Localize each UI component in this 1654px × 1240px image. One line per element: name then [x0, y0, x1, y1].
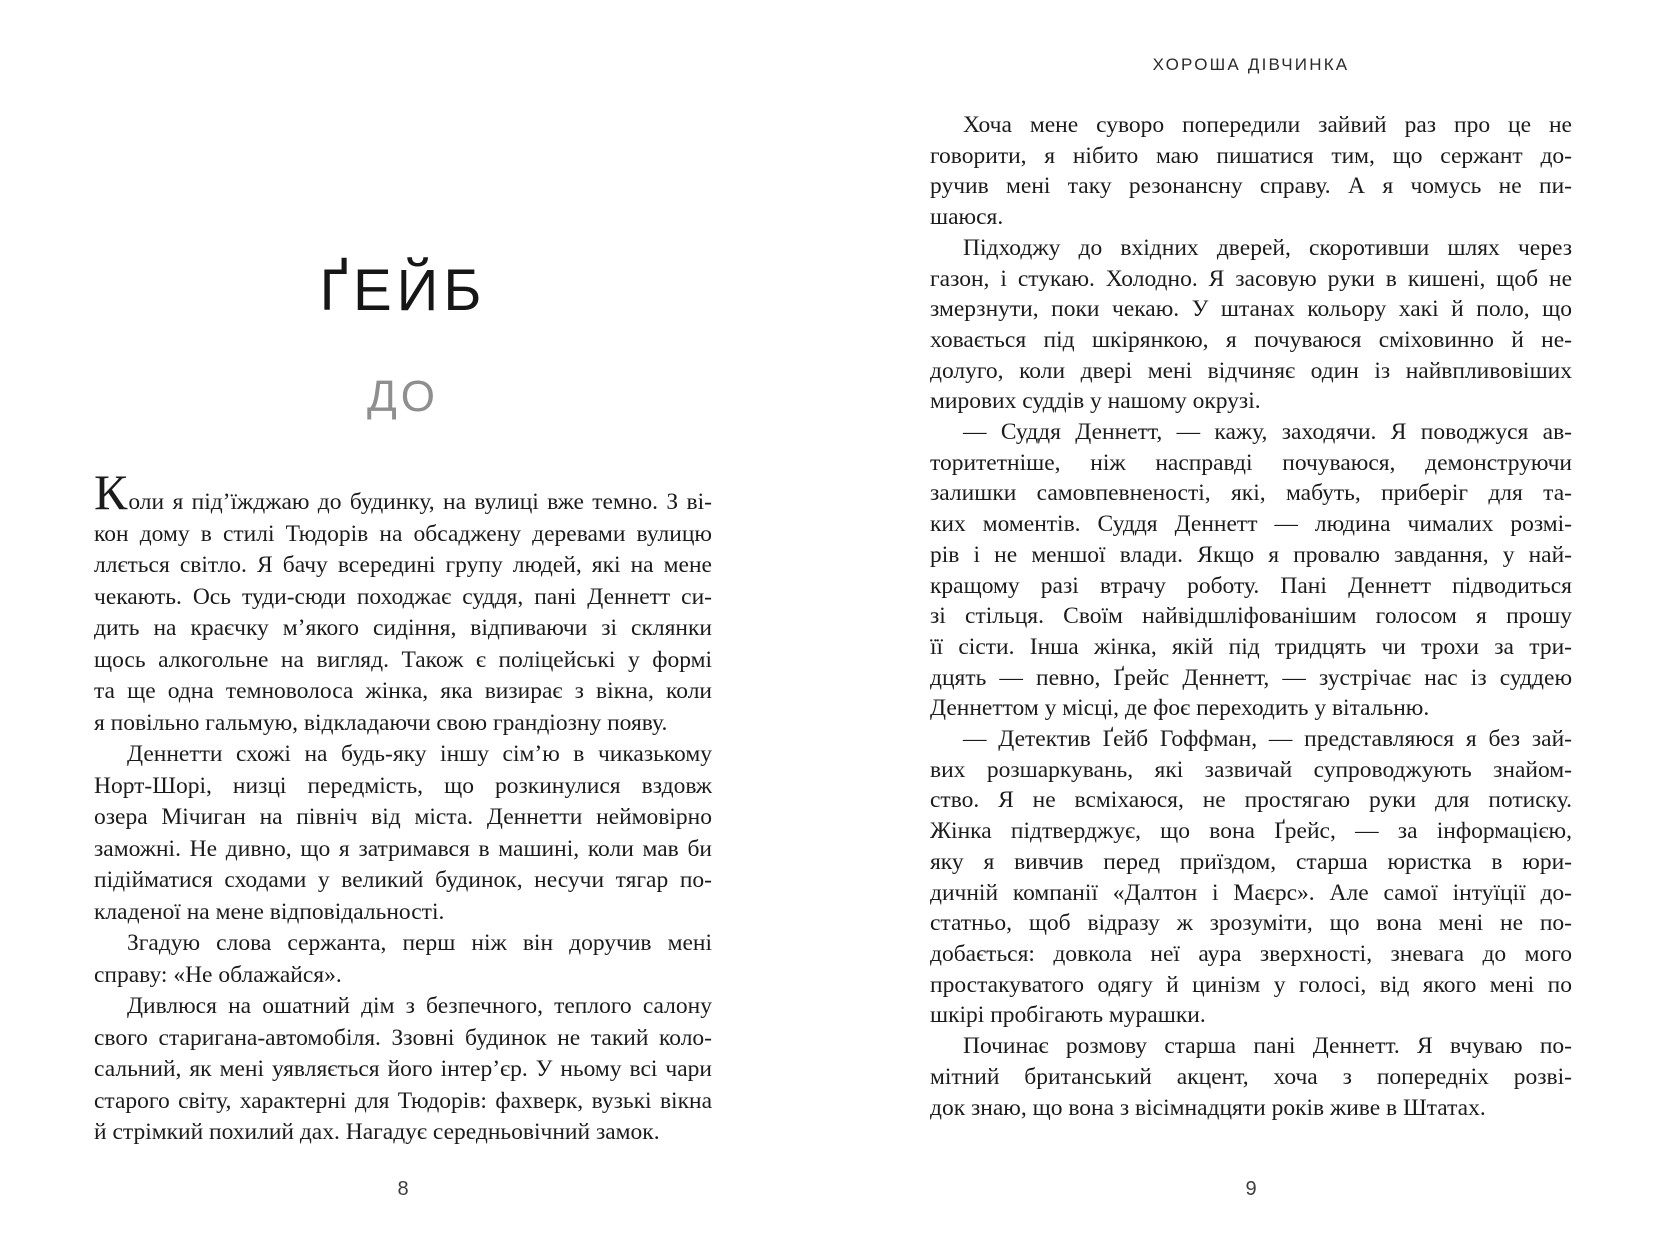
- chapter-subtitle: ДО: [366, 372, 440, 421]
- body-line: Коли я під’їжджаю до будинку, на вулиці вже темно. З ві-: [94, 464, 712, 520]
- body-line: та ще одна темноволоса жінка, яка визирає з вікна, коли: [94, 678, 712, 704]
- body-line: заможні. Не дивно, що я затримався в машині, коли мав би: [94, 835, 712, 862]
- body-line: Деннетти схожі на будь-яку іншу сім’ю в чиказькому: [127, 741, 712, 767]
- body-line: Жінка підтверджує, що вона Ґрейс, — за інформацією,: [930, 818, 1572, 845]
- body-line: вих розшаркувань, які зазвичай супроводжують знайом-: [930, 756, 1572, 783]
- body-line: ручив мені таку резонансну справу. А я чомусь не пи-: [930, 173, 1572, 200]
- body-line: говорити, я нібито маю пишатися тим, що сержант до-: [930, 142, 1572, 169]
- body-line: ких моментів. Суддя Деннетт — людина чималих розмі-: [930, 511, 1572, 538]
- body-line: Починає розмову старша пані Деннетт. Я вчуваю по-: [963, 1033, 1572, 1060]
- body-line: статньо, щоб відразу ж зрозуміти, що вона мені не по-: [930, 910, 1572, 937]
- body-line: яку я вивчив перед приїздом, старша юристка в юри-: [930, 848, 1572, 875]
- body-line: кращому разі втрачу роботу. Пані Деннетт підводиться: [930, 572, 1572, 599]
- body-line: шаюся.: [930, 204, 1004, 231]
- body-line: ховається під шкірянкою, я почуваюся сміховинно й не-: [930, 326, 1572, 353]
- body-line: мирових суддів у нашому окрузі.: [930, 388, 1261, 415]
- drop-cap: К: [94, 464, 129, 520]
- body-line: добається: довкола неї аура зверхності, зневага до мого: [930, 940, 1572, 967]
- body-line: ство. Я не всміхаюся, не простягаю руки для потиску.: [930, 787, 1572, 814]
- body-line: Норт-Шорі, низці передмість, що розкинулися вздовж: [94, 772, 712, 799]
- body-line: газон, і стукаю. Холодно. Я засовую руки в кишені, щоб не: [930, 265, 1572, 292]
- body-line: шкірі пробігають мурашки.: [930, 1002, 1206, 1029]
- body-line: дичній компанії «Далтон і Маєрс». Але самої інтуїції до-: [930, 879, 1572, 906]
- running-header: ХОРОША ДІВЧИНКА: [1152, 55, 1350, 74]
- body-line: — Суддя Деннетт, — кажу, заходячи. Я поводжуся ав-: [963, 419, 1572, 446]
- body-line: справу: «Не облажайся».: [94, 961, 342, 988]
- body-line: Хоча мене суворо попередили зайвий раз про це не: [963, 112, 1572, 138]
- body-line: Підходжу до вхідних дверей, скоротивши шлях через: [963, 234, 1572, 261]
- right-page-number: 9: [1245, 1178, 1257, 1200]
- body-line: Згадую слова сержанта, перш ніж він доручив мені: [127, 930, 712, 956]
- body-line: й стрімкий похилий дах. Нагадує середньовічний замок.: [94, 1119, 660, 1145]
- body-line: щось алкогольне на вигляд. Також є поліцейські у формі: [94, 646, 712, 673]
- body-line: долуго, коли двері мені відчиняє один із найвпливовіших: [930, 357, 1572, 384]
- body-line: кладеної на мене відповідальності.: [94, 898, 445, 925]
- body-line: Деннеттом у місці, де фоє переходить у вітальню.: [930, 695, 1430, 722]
- right-page-text: [930, 110, 1572, 1123]
- body-line: Дивлюся на ошатний дім з безпечного, теплого салону: [127, 993, 712, 1019]
- body-line: свого старигана-автомобіля. Ззовні будинок не такий коло-: [94, 1024, 712, 1051]
- body-line: док знаю, що вона з вісімнадцяти років живе в Штатах.: [930, 1094, 1486, 1121]
- body-line: я повільно гальмую, відкладаючи свою грандіозну появу.: [94, 709, 668, 736]
- body-line: її сісти. Інша жінка, якій під тридцять чи трохи за три-: [930, 633, 1572, 660]
- body-line: змерзнути, поки чекаю. У штанах кольору хакі й поло, що: [930, 296, 1572, 323]
- body-line: дить на краєчку м’якого сидіння, відпиваючи зі склянки: [94, 615, 712, 641]
- body-line: — Детектив Ґейб Гоффман, — представляюся я без зай-: [963, 726, 1572, 753]
- body-line: зі стільця. Своїм найвідшліфованішим голосом я прошу: [930, 603, 1572, 630]
- body-line: торитетніше, ніж насправді почуваюся, демонструючи: [930, 449, 1572, 476]
- left-page-text: [94, 464, 712, 1149]
- body-line: мітний британський акцент, хоча з попередніх розві-: [930, 1063, 1572, 1090]
- body-line: озера Мічиган на північ від міста. Деннетти неймовірно: [94, 804, 712, 830]
- chapter-title: ҐЕЙБ: [319, 258, 487, 323]
- body-line: кон дому в стилі Тюдорів на обсаджену деревами вулицю: [94, 520, 712, 547]
- body-line: старого світу, характерні для Тюдорів: фахверк, вузькі вікна: [94, 1087, 712, 1114]
- body-line: рів і не меншої влади. Якщо я провалю завдання, у най-: [930, 541, 1572, 568]
- body-line: чекають. Ось туди-сюди походжає суддя, пані Деннетт си-: [94, 583, 712, 610]
- body-line: простакуватого одягу й цинізм у голосі, від якого мені по: [930, 971, 1572, 998]
- body-line: залишки самовпевненості, які, мабуть, приберіг для та-: [930, 480, 1572, 507]
- body-line: дцять — певно, Ґрейс Деннетт, — зустрічає нас із суддею: [930, 664, 1572, 691]
- left-page-number: 8: [397, 1178, 409, 1200]
- body-line: ллється світло. Я бачу всередині групу людей, які на мене: [94, 552, 712, 578]
- body-line: підійматися сходами у великий будинок, несучи тягар по-: [94, 867, 712, 893]
- body-line: сальний, як мені уявляється його інтер’єр. У ньому всі чари: [94, 1056, 712, 1082]
